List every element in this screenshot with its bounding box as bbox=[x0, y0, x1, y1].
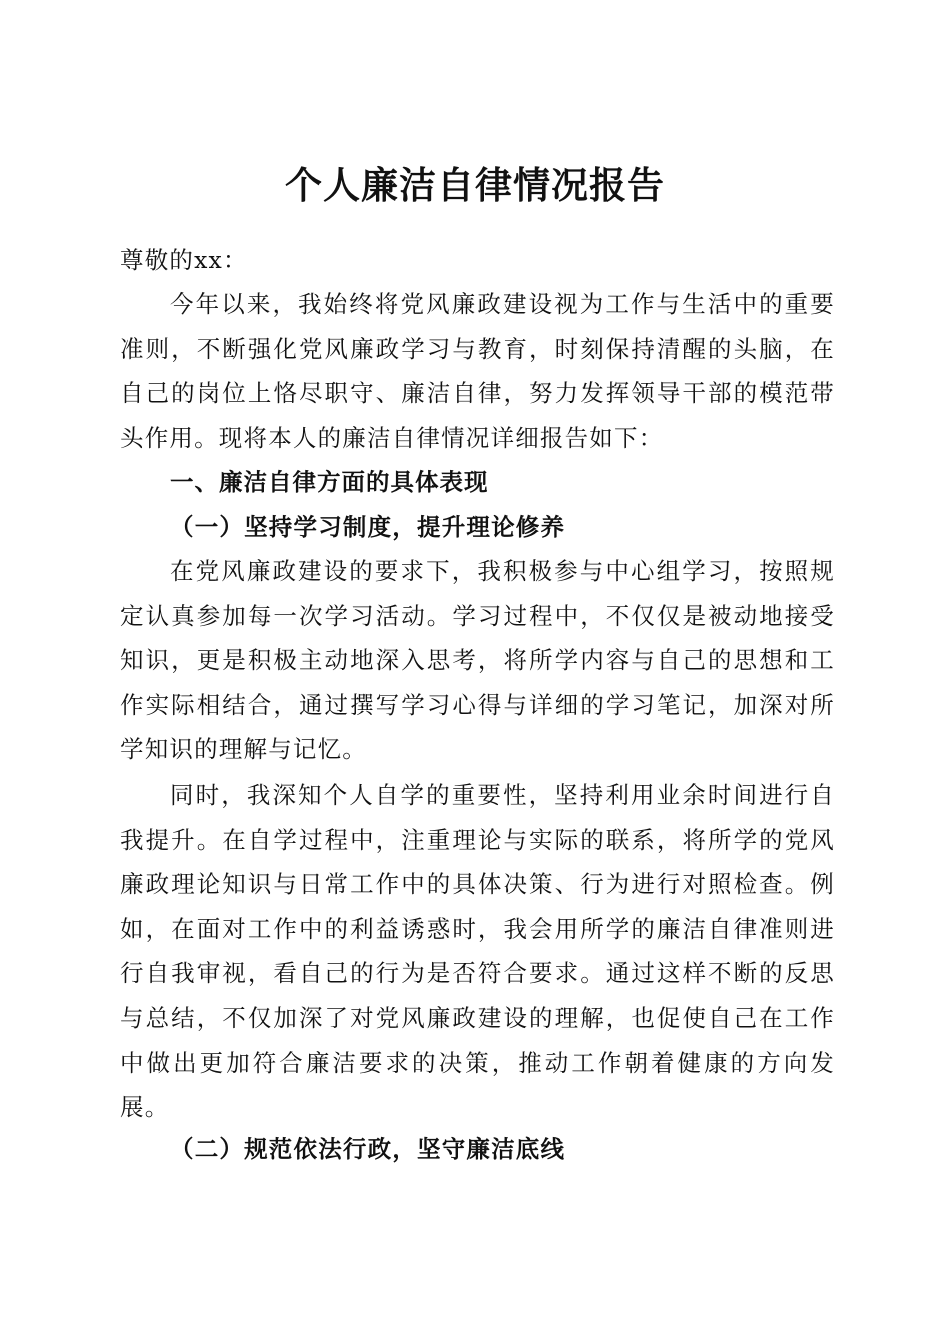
section-heading-1: 一、廉洁自律方面的具体表现 bbox=[170, 468, 489, 496]
subsection-heading-1: （一）坚持学习制度，提升理论修养 bbox=[170, 513, 566, 541]
paragraph-study-2: 同时，我深知个人自学的重要性，坚持利用业余时间进行自我提升。在自学过程中，注重理论与实际的联系，将所学的党风廉政理论知识与日常工作中的具体决策、行为进行对照检查。例如，在面对工作中的利益诱惑时，我会用所学的廉洁自律准则进行自我审视，看自己的行为是否符合要求。通过这样不断的反思与总结，不仅加深了对党风廉政建设的理解，也促使自己在工作中做出更加符合廉洁要求的决策，推动工作朝着健康的方向发展。 bbox=[120, 781, 835, 1122]
document-title: 个人廉洁自律情况报告 bbox=[285, 162, 665, 207]
intro-paragraph: 今年以来，我始终将党风廉政建设视为工作与生活中的重要准则，不断强化党风廉政学习与教育，时刻保持清醒的头脑，在自己的岗位上恪尽职守、廉洁自律，努力发挥领导干部的模范带头作用。现将本人的廉洁自律情况详细报告如下： bbox=[120, 290, 835, 452]
subsection-heading-2: （二）规范依法行政，坚守廉洁底线 bbox=[170, 1135, 566, 1163]
paragraph-study-1: 在党风廉政建设的要求下，我积极参与中心组学习，按照规定认真参加每一次学习活动。学习过程中，不仅仅是被动地接受知识，更是积极主动地深入思考，将所学内容与自己的思想和工作实际相结合，通过撰写学习心得与详细的学习笔记，加深对所学知识的理解与记忆。 bbox=[120, 557, 835, 764]
salutation: 尊敬的xx： bbox=[120, 246, 248, 274]
